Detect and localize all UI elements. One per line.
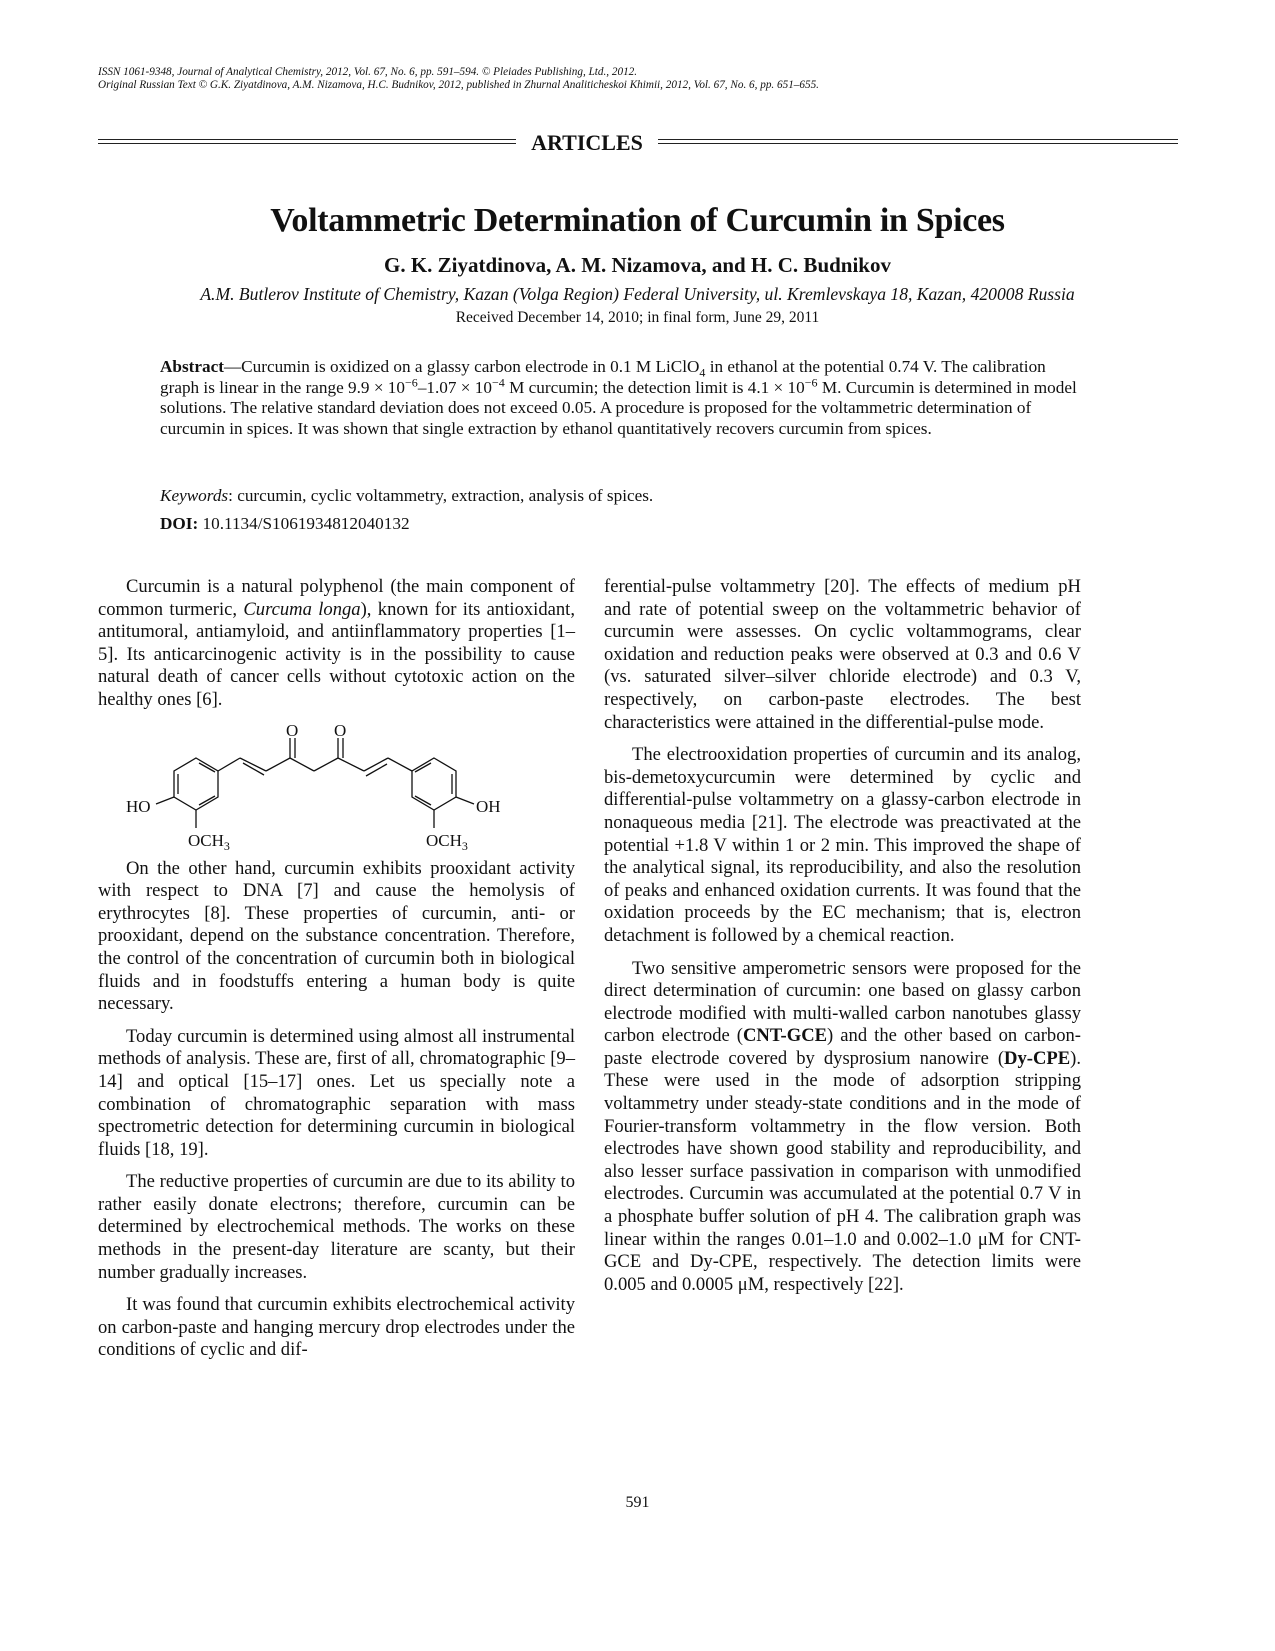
methoxy-sub: 3 (223, 838, 230, 853)
curcumin-structure (98, 724, 575, 854)
left-column (98, 576, 575, 1362)
doi-label: DOI: (160, 514, 199, 533)
journal-header-line1: ISSN 1061-9348, Journal of Analytical Chemistry, 2012, Vol. 67, No. 6, pp. 591–594. © Pleiades Publishing, Ltd., 2012. (98, 66, 638, 78)
abstract-sup: −6 (804, 374, 818, 389)
paragraph-text: Two sensitive amperometric sensors were proposed for the direct determination of curcumin: one based on glassy carbon electrode modified with multi-walled carbon nanotubes glassy carbon electrode ( (604, 957, 1081, 1047)
article-authors: G. K. Ziyatdinova, A. M. Nizamova, and H. C. Budnikov (383, 253, 891, 277)
abstract-label: Abstract (160, 357, 224, 376)
hydroxyl-label: OH (476, 796, 501, 816)
doi (160, 514, 410, 534)
paragraph-text: ). These were used in the mode of adsorption stripping voltammetry under steady-state conditions and in the mode of Fourier-transform voltammetry in the flow version. Both electrodes have shown good stability and reproducibility, and also lesser surface passivation in comparison with unmodified electrodes. Curcumin was accumulated at the potential 0.7 V in a phosphate buffer solution of pH 4. The calibration graph was linear within the ranges 0.01–1.0 and 0.002–1.0 μM for CNT-GCE and Dy-CPE, respectively. The detection limits were 0.005 and 0.0005 μM, respectively [22]. (604, 1047, 1081, 1295)
paragraph (604, 958, 1081, 1297)
paragraph: On the other hand, curcumin exhibits prooxidant activity with respect to DNA [7] and cause the hemolysis of erythrocytes [8]. These properties of curcumin, anti- or prooxidant, depend on the substance concentration. Therefore, the control of the concentration of curcumin both in biological fluids and in foodstuffs entering a human body is quite necessary. (98, 857, 575, 1015)
methoxy-sub: 3 (461, 838, 468, 853)
paragraph: It was found that curcumin exhibits electrochemical activity on carbon-paste and hanging mercury drop electrodes under the conditions of cyclic and dif- (98, 1294, 575, 1361)
abstract-sup: −4 (491, 374, 505, 389)
keywords-label: Keywords (160, 486, 229, 505)
paragraph: The reductive properties of curcumin are due to its ability to rather easily donate electrons; therefore, curcumin can be determined by electrochemical methods. The works on these methods in the present-day literature are scanty, but their number gradually increases. (98, 1171, 575, 1283)
methoxy-text: OCH (188, 830, 224, 850)
methoxy-text: OCH (426, 830, 462, 850)
page-number: 591 (625, 1494, 650, 1511)
paragraph: The electrooxidation properties of curcumin and its analog, bis-demetoxycurcumin were determined by cyclic and differential-pulse voltammetry on a glassy-carbon electrode in nonaqueous media [21]. The electrode was preactivated at the potential +1.8 V within 1 or 2 min. This improved the shape of the analytical signal, its reproducibility, and also the resolution of peaks and enhanced oxidation currents. It was found that the oxidation proceeds by the EC mechanism; that is, electron detachment is followed by a chemical reaction. (604, 744, 1081, 946)
right-column (604, 576, 1081, 1296)
methoxy-label (188, 831, 230, 853)
abstract-text: M curcumin; the detection limit is 4.1 × 10 (504, 377, 805, 397)
section-heading (98, 130, 1178, 156)
section-rule-right (658, 139, 1178, 144)
electrode-abbrev: Dy-CPE (1004, 1047, 1071, 1069)
paragraph (98, 576, 575, 712)
methoxy-label (426, 831, 468, 853)
abstract-sup: −6 (405, 374, 418, 389)
electrode-abbrev: CNT-GCE (743, 1025, 828, 1047)
paragraph: Today curcumin is determined using almost all instrumental methods of analysis. These are, first of all, chromatographic [9–14] and optical [15–17] ones. Let us specially note a combination of chromatographic separation with mass spectrometric detection for determining curcumin in biological fluids [18, 19]. (98, 1025, 575, 1160)
journal-header (98, 66, 819, 92)
section-rule-left (98, 139, 516, 144)
paragraph: ferential-pulse voltammetry [20]. The effects of medium pH and rate of potential sweep on the voltammetric behavior of curcumin were assesses. On cyclic voltammograms, clear oxidation and reduction peaks were observed at 0.3 and 0.6 V (vs. saturated silver–silver chloride electrode) and 0.3 V, respectively, on carbon-paste electrodes. The best characteristics were attained in the differential-pulse mode. (604, 576, 1081, 733)
abstract-text: —Curcumin is oxidized on a glassy carbon electrode in 0.1 M LiClO (223, 357, 700, 376)
abstract (160, 357, 1080, 440)
abstract-text: M. Curcumin is determined in model solutions. The relative standard deviation does not exceed 0.05. A procedure is proposed for the voltammetric determination of curcumin in spices. It was shown that single extraction by ethanol quantitatively recovers curcumin from spices. (160, 377, 1077, 439)
affiliation: A.M. Butlerov Institute of Chemistry, Kazan (Volga Region) Federal University, ul. Kremlevskaya 18, Kazan, 420008 Russia (200, 284, 1075, 304)
species-name: Curcuma longa (243, 598, 361, 620)
paragraph-text: ), known for its antioxidant, antitumoral, antiamyloid, and antiinflammatory properties [1–5]. Its anticarcinogenic activity is in the possibility to cause natural death of cancer cells without cytotoxic action on the healthy ones [6]. (98, 598, 575, 710)
journal-header-line2: Original Russian Text © G.K. Ziyatdinova, A.M. Nizamova, H.C. Budnikov, 2012, published in Zhurnal Analiticheskoi Khimii, 2012, Vol. 67, No. 6, pp. 651–655. (98, 79, 819, 91)
abstract-sub: 4 (699, 365, 706, 380)
article-title: Voltammetric Determination of Curcumin in Spices (270, 202, 1005, 239)
abstract-text: in ethanol at the potential 0.74 V. The calibration graph is linear in the range 9.9 × 10 (160, 357, 1046, 397)
paragraph-text: ) and the other based on carbon-paste electrode covered by dysprosium nanowire ( (604, 1025, 1081, 1069)
abstract-text: –1.07 × 10 (417, 377, 492, 397)
section-label: ARTICLES (531, 130, 643, 155)
hydroxyl-label: HO (126, 796, 151, 816)
paragraph-text: Curcumin is a natural polyphenol (the main component of common turmeric, (98, 576, 575, 620)
keywords-text: : curcumin, cyclic voltammetry, extraction, analysis of spices. (228, 486, 654, 505)
received-dates: Received December 14, 2010; in final form, June 29, 2011 (455, 309, 820, 326)
keywords (160, 486, 653, 506)
oxygen-label: O (286, 723, 299, 740)
oxygen-label: O (334, 723, 347, 740)
doi-value: 10.1134/S1061934812040132 (198, 514, 410, 533)
